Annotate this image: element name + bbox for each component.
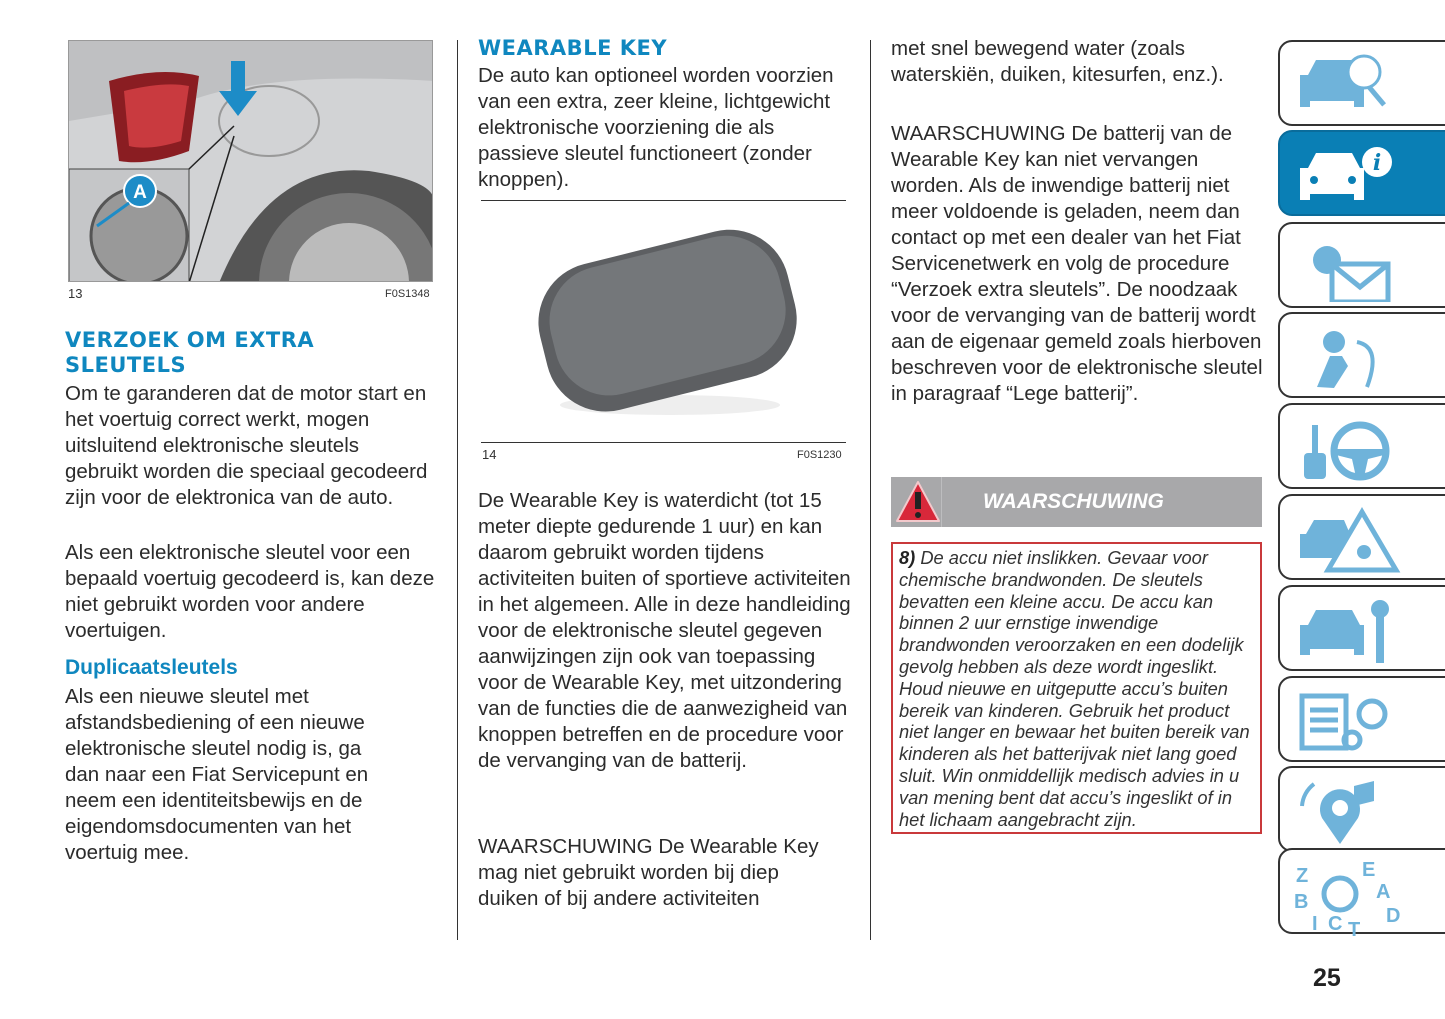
gear-steering-icon	[1292, 413, 1402, 483]
section-heading-extra-keys: VERZOEK OM EXTRA SLEUTELS	[65, 328, 315, 377]
paragraph: WAARSCHUWING De batterij van de Wearable Key kan niet vervangen worden. Als de inwendige batterij niet meer voldoende is geladen, neem dan contact op met een dealer van het Fiat Servicenetwerk en volg de procedure “Verzoek extra sleutels”. De noodzaak voor de vervanging van de batterij wordt aan de eigenaar gemeld zoals hierboven beschreven voor de elektronische sleutel in paragraaf “Lege batterij”.	[891, 122, 1263, 405]
figure-divider	[481, 200, 846, 201]
tab-index[interactable]	[1278, 848, 1445, 938]
figure-13-number: 13	[68, 286, 83, 301]
svg-text:C: C	[1328, 913, 1343, 935]
callout-a-label: A	[133, 182, 147, 203]
paragraph: De Wearable Key is waterdicht (tot 15 meter diepte gedurende 1 uur) en kan daarom gebruikt worden tijdens activiteiten buiten of sportieve activiteiten in het algemeen. Alle in deze handleiding voor de elektronische sleutel gegeven aanwijzingen zijn ook van toepassing voor de Wearable Key, met uitzondering van de functies die de aanwezigheid van knoppen betreffen en de procedure voor de vervanging van de batterij.	[478, 489, 851, 772]
figure-14-code: F0S1230	[797, 449, 842, 461]
paragraph: Om te garanderen dat de motor start en het voertuig correct werkt, mogen uitsluitend elektronische sleutels gebruikt worden die speciaal gecodeerd zijn voor de elektronica van de auto.	[65, 382, 428, 509]
warning-header	[891, 477, 1262, 527]
tab-car-search[interactable]	[1278, 40, 1445, 126]
tab-technical-data[interactable]	[1278, 676, 1445, 762]
column-divider	[870, 40, 871, 940]
car-wrench-icon	[1292, 595, 1402, 665]
airbag-seat-icon	[1292, 322, 1402, 392]
specs-gear-icon	[1292, 686, 1402, 756]
warning-title: WAARSCHUWING	[983, 490, 1164, 513]
paragraph: met snel bewegend water (zoals waterskiën, duiken, kitesurfen, enz.).	[891, 37, 1224, 86]
tab-multimedia[interactable]	[1278, 766, 1445, 852]
svg-text:A: A	[1376, 881, 1391, 903]
car-info-icon	[1292, 140, 1402, 210]
paragraph: Als een elektronische sleutel voor een bepaald voertuig gecodeerd is, kan deze niet gebruikt worden voor andere voertuigen.	[65, 541, 435, 642]
tab-maintenance[interactable]	[1278, 585, 1445, 671]
figure-14-number: 14	[482, 447, 497, 462]
svg-text:E: E	[1362, 859, 1376, 881]
fuel-door-illustration	[69, 41, 433, 282]
light-message-icon	[1292, 232, 1402, 302]
subheading-duplicate-keys: Duplicaatsleutels	[65, 656, 238, 679]
car-warning-icon	[1292, 504, 1402, 574]
column-divider	[457, 40, 458, 940]
warning-number: 8)	[899, 547, 916, 568]
section-heading-wearable-key: WEARABLE KEY	[478, 36, 668, 60]
svg-text:Z: Z	[1296, 865, 1309, 887]
tab-lights-messages[interactable]	[1278, 222, 1445, 308]
tab-safety[interactable]	[1278, 312, 1445, 398]
figure-13	[68, 40, 433, 282]
svg-text:i: i	[1372, 150, 1382, 176]
wearable-key-image	[520, 215, 810, 425]
car-search-icon	[1292, 50, 1402, 120]
tab-starting-driving[interactable]	[1278, 403, 1445, 489]
warning-triangle-icon	[895, 479, 941, 525]
svg-text:D: D	[1386, 905, 1401, 927]
paragraph: De auto kan optioneel worden voorzien van een extra, zeer kleine, lichtgewicht elektronische voorziening die als passieve sleutel functioneert (zonder knoppen).	[478, 64, 834, 191]
warning-box	[891, 542, 1262, 834]
index-az-icon	[1292, 858, 1412, 938]
multimedia-icon	[1292, 776, 1402, 846]
paragraph: Als een nieuwe sleutel met afstandsbediening of een nieuwe elektronische sleutel nodig is, ga dan naar een Fiat Servicepunt en neem een identiteitsbewijs en de eigendomsdocumenten van het voertuig mee.	[65, 685, 369, 864]
svg-text:T: T	[1348, 919, 1361, 938]
svg-text:I: I	[1312, 913, 1318, 935]
figure-13-code: F0S1348	[385, 288, 430, 300]
figure-divider	[481, 442, 846, 443]
svg-text:B: B	[1294, 891, 1309, 913]
warning-text: De accu niet inslikken. Gevaar voor chemische brandwonden. De sleutels bevatten een kleine accu. De accu kan binnen 2 uur ernstige inwendige brandwonden veroorzaken en een dodelijk gevolg hebben als deze wordt ingeslikt. Houd nieuwe en uitgeputte accu’s buiten bereik van kinderen. Gebruik het product niet langer en bewaar het buiten bereik van kinderen als het batterijvak niet lang goed sluit. Win onmiddellijk medisch advies in u van mening bent dat accu’s ingeslikt of in het lichaam aangebracht zijn.	[899, 547, 1250, 830]
tab-car-info[interactable]	[1278, 130, 1445, 216]
paragraph: WAARSCHUWING De Wearable Key mag niet gebruikt worden bij diep duiken of bij andere activiteiten	[478, 835, 819, 910]
tab-emergency[interactable]	[1278, 494, 1445, 580]
page-number: 25	[1313, 964, 1341, 992]
